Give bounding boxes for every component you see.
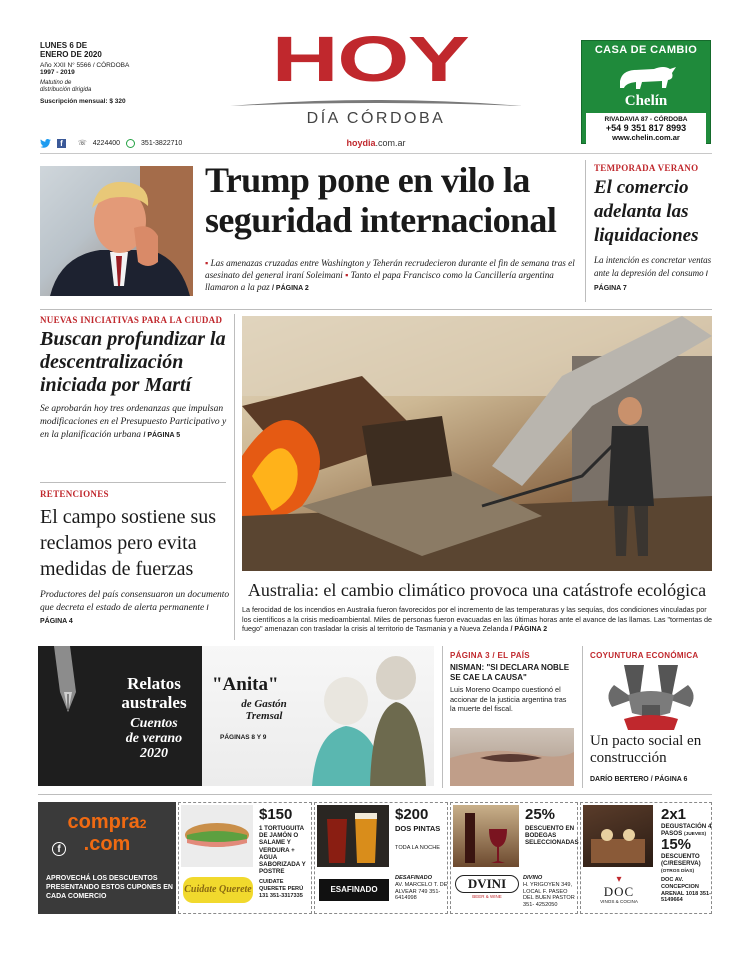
website[interactable]: hoydia.com.ar [346, 138, 406, 148]
column-divider [582, 646, 583, 788]
coupon-card[interactable] [314, 802, 448, 914]
descentralizacion-body: Se aprobarán hoy tres ordenanzas que impulsan modificaciones en el Presupuesto Participativo y en la planificación urbana / PÁGINA 5 [40, 404, 227, 440]
wine-glass-icon: ▾ [616, 874, 622, 885]
australia-body: La ferocidad de los incendios en Australia fueron favorecidos por el incremento de las temperaturas y las sequías, dos condiciones vinculadas por los científicos a la crisis medioambiental. Miles de personas fueron evacuadas en las últimas horas ante el avance de las llamas. Las "tormentas de fuego" amenazan con trasladar la crisis al territorio de Tasmania y a Nueva Zelanda / PÁGINA 2 [242, 605, 712, 634]
social-row [40, 137, 182, 149]
handshake-illustration [594, 665, 708, 730]
verano-body: La intención es concretar ventas ante la depresión del consumo / PÁGINA 7 [594, 255, 712, 292]
whatsapp-icon [126, 139, 135, 148]
coupon-address: CUIDATE QUERETE PERÚ 131 351-3317335 [259, 879, 304, 899]
story-title: "Anita" [212, 674, 279, 695]
restaurant-photo [583, 805, 653, 867]
australia-headline[interactable]: Australia: el cambio climático provoca una catástrofe ecológica [247, 580, 707, 600]
phone-icon: ☏ [78, 140, 87, 147]
sandwich-photo [181, 805, 253, 867]
verano-story[interactable]: TEMPORADA VERANO El comercio adelanta las liquidaciones La intención es concretar ventas ante la depresión del consumo / PÁGINA 7 [594, 163, 714, 295]
coyuntura-byline: DARÍO BERTERO / PÁGINA 6 [590, 776, 688, 783]
coupon-price: $200 [395, 806, 429, 823]
descentralizacion-headline: Buscan profundizar la descentralización iniciada por Martí [40, 328, 226, 396]
beer-photo [317, 805, 389, 867]
coupon-price: $150 [259, 806, 293, 823]
lead-headline[interactable]: Trump pone en vilo la seguridad internacional [205, 160, 557, 240]
masthead-info [40, 41, 210, 105]
coupon-price: 25% [525, 806, 556, 823]
anita-panel [202, 646, 434, 786]
coupon-description-extra: TODA LA NOCHE [395, 845, 440, 851]
section-divider [38, 794, 712, 795]
coupon-address: DIVINO H. YRIGOYEN 349, LOCAL F. PASEO DEL BUEN PASTOR 351- 4252050 [523, 875, 575, 909]
compra2-ad[interactable] [38, 802, 176, 914]
coupon-brand-logo: DVINI BEER & WINE [455, 875, 519, 907]
coupon-card[interactable] [580, 802, 712, 914]
relatos-title: Relatos australes [121, 674, 187, 712]
retenciones-story[interactable]: RETENCIONES El campo sostiene sus reclamos pero evita medidas de fuerzas Productores del país consensuaron un documento que decreta el estado de alerta permanente / PÁGINA 4 [40, 489, 230, 629]
nisman-headline: NISMAN: "SI DECLARA NOBLE SE CAE LA CAUSA" [450, 663, 570, 682]
elderly-couple-photo [294, 646, 434, 786]
coupon-price: 2x1 [661, 806, 687, 823]
logo-swoosh [230, 95, 522, 105]
coupon-address: DESAFINADO AV. MARCELO T. DE ALVEAR 749 351-6414998 [395, 875, 448, 902]
ad-info: RIVADAVIA 87 - CÓRDOBA +54 9 351 817 8993 www.chelin.com.ar [586, 113, 706, 144]
facebook-icon[interactable]: f [57, 139, 66, 148]
coupon-price-secondary: 15% [661, 836, 692, 853]
coyuntura-story[interactable]: COYUNTURA ECONÓMICA [590, 651, 699, 660]
coupon-card[interactable] [178, 802, 312, 914]
coupon-description: DESCUENTO EN BODEGAS SELECCIONADAS [525, 825, 579, 847]
story-author: de Gastón Tremsal [241, 698, 287, 722]
coupon-brand-logo: ▾ DOC VINOS & COCINA [591, 875, 647, 904]
pen-icon [48, 646, 88, 716]
years: 1997 - 2019 [40, 69, 75, 76]
trump-photo[interactable] [40, 166, 193, 296]
nisman-photo[interactable] [450, 728, 574, 786]
coupon-brand-logo: Cuidate Querete [183, 877, 253, 903]
ad-title: CASA DE CAMBIO [594, 44, 698, 56]
compra2-text: APROVECHÁ LOS DESCUENTOS PRESENTANDO ESTOS CUPONES EN CADA COMERCIO [46, 875, 173, 900]
coupon-description: DOS PINTAS [395, 824, 441, 833]
coupon-description: 1 TORTUGUITA DE JAMÓN O SALAME Y VERDURA + AGUA SABORIZADA Y POSTRE [259, 825, 306, 876]
masthead-divider [40, 153, 712, 154]
relatos-box[interactable] [38, 646, 434, 786]
subscription: Suscripción mensual: $ 320 [40, 98, 126, 105]
column-divider [442, 646, 443, 788]
retenciones-headline: El campo sostiene sus reclamos pero evita medidas de fuerzas [40, 506, 217, 580]
facebook-icon[interactable]: f [52, 842, 66, 856]
phone-number: 4224400 [92, 139, 121, 147]
bullet-icon: ▪ [205, 258, 211, 268]
nisman-body: Luis Moreno Ocampo cuestionó el accionar de la justicia argentina tras la muerte del fiscal. [450, 685, 567, 714]
ad-casa-de-cambio[interactable] [581, 40, 711, 144]
distribution-note: Matutino de distribución dirigida [40, 80, 92, 93]
coupon-description-extra: DESCUENTO (C/RESERVA) (OTROS DÍAS) [661, 853, 701, 875]
coupon-address: DOC AV. CONCEPCION ARENAL 1018 351-5149664 [661, 877, 711, 904]
nisman-story[interactable]: PÁGINA 3 / EL PAÍS NISMAN: "SI DECLARA NOBLE SE CAE LA CAUSA" Luis Moreno Ocampo cuestionó el accionar de la justicia argentina tras la muerte del fiscal. [450, 651, 574, 714]
lead-summary: ▪ Las amenazas cruzadas entre Washington y Teherán recrudecieron durante el fin de semana tras el asesinato del general iraní Soleimani ▪ Tanto el papa Francisco como la Cancillería argentina llamaron a la paz / PÁGINA 2 [205, 258, 575, 292]
left-column-divider [40, 482, 226, 483]
coupon-description: DEGUSTACIÓN 4 PASOS (JUEVES) [661, 823, 712, 838]
coupon-brand-logo: ESAFINADO [319, 879, 389, 901]
retenciones-body: Productores del país consensuaron un documento que decreta el estado de alerta permanente / PÁGINA 4 [40, 590, 230, 625]
column-divider [585, 160, 586, 302]
issue-number: Año XXII N° 5566 / CÓRDOBA [40, 62, 130, 69]
ad-brand: Chelín [624, 93, 668, 109]
logo [270, 23, 470, 95]
whatsapp-number: 351-3822710 [141, 139, 183, 147]
twitter-icon[interactable] [40, 139, 51, 148]
coyuntura-headline[interactable]: Un pacto social en construcción [590, 733, 702, 766]
bull-icon [612, 61, 682, 91]
australia-fire-photo[interactable] [242, 316, 712, 571]
logo-text: HOY [271, 23, 469, 95]
logo-subtitle: DÍA CÓRDOBA [306, 110, 446, 127]
descentralizacion-story[interactable]: NUEVAS INICIATIVAS PARA LA CIUDAD Buscan profundizar la descentralización iniciada por Martí Se aprobarán hoy tres ordenanzas que impulsan modificaciones en el Presupuesto Participativo y en la planificación urbana / PÁGINA 5 [40, 315, 230, 442]
verano-headline: El comercio adelanta las liquidaciones [594, 177, 699, 246]
relatos-subtitle: Cuentos de verano 2020 [125, 716, 183, 761]
date: LUNES 6 DE ENERO DE 2020 [40, 41, 102, 59]
section-divider [40, 309, 712, 310]
coupon-card[interactable] [450, 802, 578, 914]
bullet-icon: ▪ [345, 270, 351, 280]
wine-photo [453, 805, 519, 867]
compra2-logo: compra2 .com [67, 811, 147, 855]
story-pages: PÁGINAS 8 Y 9 [220, 734, 267, 741]
column-divider [234, 314, 235, 640]
